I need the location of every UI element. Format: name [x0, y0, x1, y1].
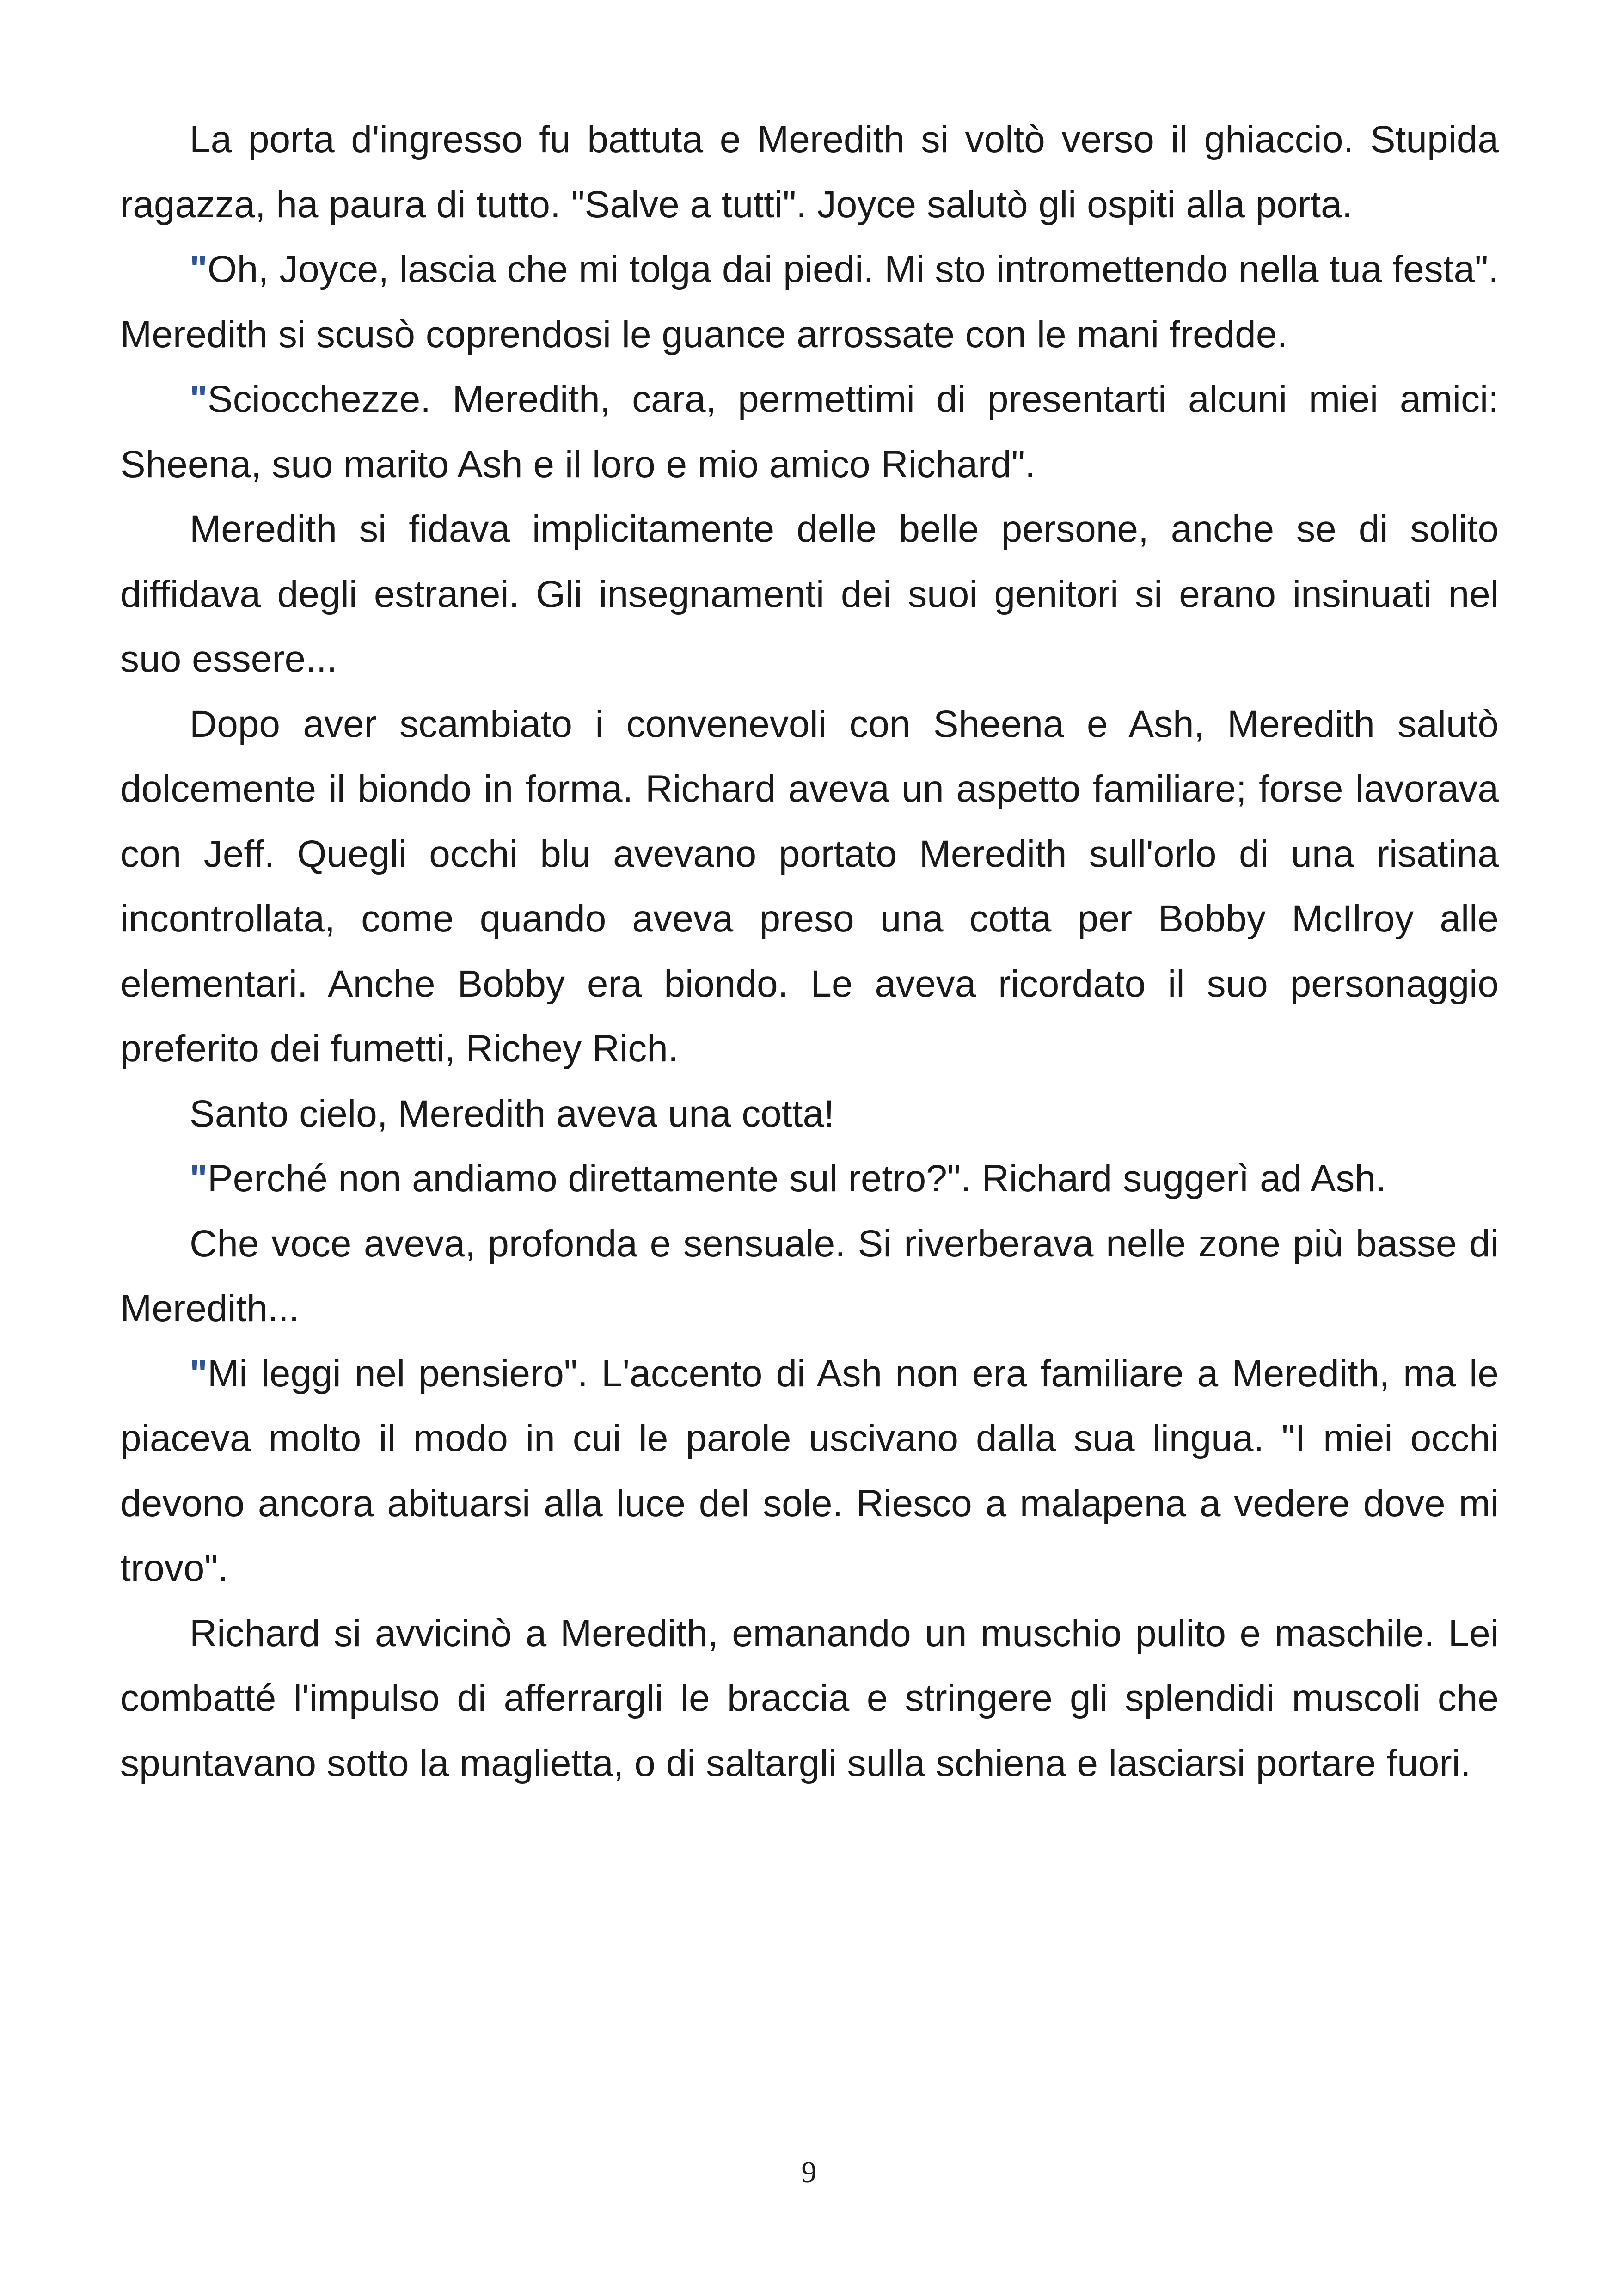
paragraph-text: Richard si avvicinò a Meredith, emanando un muschio pulito e maschile. Lei combatté l'impulso di afferrargli le braccia e stringere gli splendidi muscoli che spuntavano sotto la maglietta, o di saltargli sulla schiena e lasciarsi portare fuori. [120, 1612, 1499, 1784]
paragraph-10 [120, 1601, 1499, 1796]
paragraph-text: Santo cielo, Meredith aveva una cotta! [190, 1092, 834, 1135]
paragraph-9 [120, 1341, 1499, 1601]
paragraph-5 [120, 692, 1499, 1082]
paragraph-text: Sciocchezze. Meredith, cara, permettimi di presentarti alcuni miei amici: Sheena, suo marito Ash e il loro e mio amico Richard". [120, 378, 1499, 485]
paragraph-text: La porta d'ingresso fu battuta e Meredith si voltò verso il ghiaccio. Stupida ragazza, ha paura di tutto. "Salve a tutti". Joyce salutò gli ospiti alla porta. [120, 118, 1499, 226]
page-number: 9 [801, 2155, 817, 2189]
body-text [120, 107, 1499, 1796]
paragraph-4 [120, 497, 1499, 692]
paragraph-1 [120, 107, 1499, 237]
paragraph-text: Che voce aveva, profonda e sensuale. Si riverberava nelle zone più basse di Meredith... [120, 1222, 1499, 1329]
paragraph-text: Dopo aver scambiato i convenevoli con Sheena e Ash, Meredith salutò dolcemente il biondo in forma. Richard aveva un aspetto familiare; forse lavorava con Jeff. Quegli occhi blu avevano portato Meredith sull'orlo di una risatina incontrollata, come quando aveva preso una cotta per Bobby McIlroy alle elementari. Anche Bobby era biondo. Le aveva ricordato il suo personaggio preferito dei fumetti, Richey Rich. [120, 703, 1499, 1070]
paragraph-text: Mi leggi nel pensiero". L'accento di Ash non era familiare a Meredith, ma le piaceva molto il modo in cui le parole uscivano dalla sua lingua. "I miei occhi devono ancora abituarsi alla luce del sole. Riesco a malapena a vedere dove mi trovo". [120, 1352, 1499, 1589]
opening-quote-mark: " [190, 1352, 208, 1395]
opening-quote-mark: " [190, 248, 208, 290]
paragraph-text: Oh, Joyce, lascia che mi tolga dai piedi. Mi sto intromettendo nella tua festa". Meredith si scusò coprendosi le guance arrossate con le mani fredde. [120, 248, 1499, 355]
paragraph-text: Perché non andiamo direttamente sul retro?". Richard suggerì ad Ash. [207, 1157, 1386, 1200]
paragraph-8 [120, 1212, 1499, 1341]
paragraph-7 [120, 1146, 1499, 1212]
paragraph-6 [120, 1082, 1499, 1147]
paragraph-text: Meredith si fidava implicitamente delle belle persone, anche se di solito diffidava degli estranei. Gli insegnamenti dei suoi genitori si erano insinuati nel suo essere... [120, 508, 1499, 680]
paragraph-3 [120, 367, 1499, 497]
opening-quote-mark: " [190, 1157, 208, 1200]
opening-quote-mark: " [190, 378, 208, 420]
paragraph-2 [120, 237, 1499, 367]
